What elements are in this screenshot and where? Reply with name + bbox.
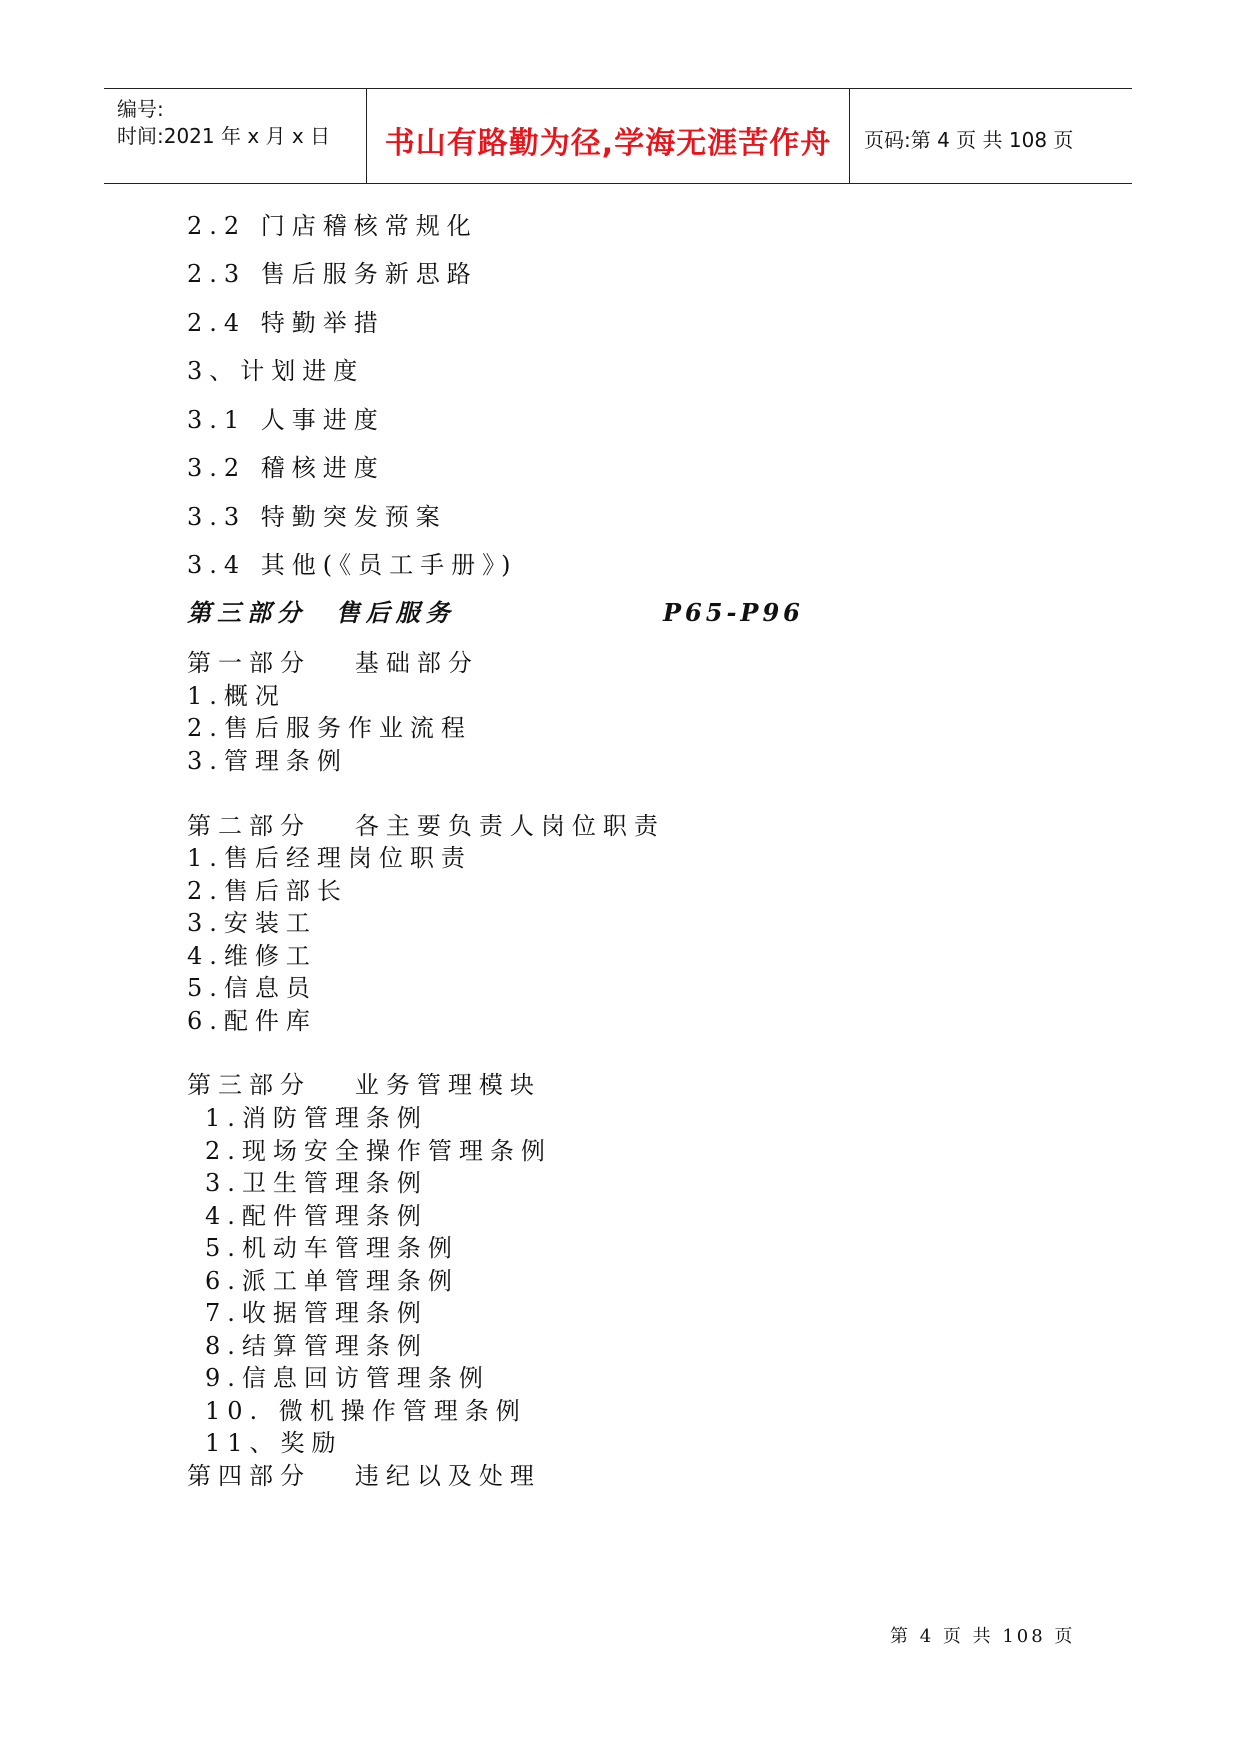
list-item: 2.售后服务作业流程 — [187, 714, 472, 742]
list-item: 11、奖励 — [205, 1429, 343, 1457]
document-time-label: 时间:2021 年 x 月 x 日 — [117, 124, 331, 148]
list-item: 3.安装工 — [187, 909, 317, 937]
list-item: 6.派工单管理条例 — [205, 1267, 459, 1295]
part-title: 第四部分 违纪以及处理 — [187, 1462, 541, 1490]
list-item: 8.结算管理条例 — [205, 1332, 428, 1360]
list-item: 1.概况 — [187, 682, 286, 710]
outline-item: 3.4 其他(《员工手册》) — [187, 551, 518, 579]
list-item: 1.售后经理岗位职责 — [187, 844, 472, 872]
list-item: 3.管理条例 — [187, 747, 348, 775]
page-footer: 第 4 页 共 108 页 — [890, 1626, 1076, 1647]
document-number-label: 编号: — [117, 97, 164, 121]
outline-item: 2.2 门店稽核常规化 — [187, 212, 478, 240]
header-motto-cell — [366, 89, 850, 183]
header-page-info: 页码:第 4 页 共 108 页 — [864, 128, 1074, 152]
outline-item: 2.3 售后服务新思路 — [187, 260, 478, 288]
list-item: 10. 微机操作管理条例 — [205, 1397, 527, 1425]
outline-item: 2.4 特勤举措 — [187, 309, 385, 337]
document-header — [104, 88, 1132, 184]
list-item: 3.卫生管理条例 — [205, 1169, 428, 1197]
list-item: 4.配件管理条例 — [205, 1202, 428, 1230]
header-motto: 书山有路勤为径,学海无涯苦作舟 — [384, 126, 832, 161]
list-item: 6.配件库 — [187, 1007, 317, 1035]
list-item: 9.信息回访管理条例 — [205, 1364, 490, 1392]
list-item: 5.信息员 — [187, 974, 317, 1002]
header-page-cell — [850, 89, 1132, 183]
outline-item: 3.2 稽核进度 — [187, 454, 385, 482]
list-item: 5.机动车管理条例 — [205, 1234, 459, 1262]
part-title: 第三部分 业务管理模块 — [187, 1071, 541, 1099]
header-left-cell — [104, 89, 366, 183]
outline-item: 3.1 人事进度 — [187, 406, 385, 434]
list-item: 2.现场安全操作管理条例 — [205, 1137, 552, 1165]
list-item: 4.维修工 — [187, 942, 317, 970]
outline-item: 3.3 特勤突发预案 — [187, 503, 447, 531]
section-page-range: P65-P96 — [663, 598, 804, 627]
outline-item: 3、计划进度 — [187, 357, 365, 385]
list-item: 1.消防管理条例 — [205, 1104, 428, 1132]
part-title: 第一部分 基础部分 — [187, 649, 479, 677]
list-item: 7.收据管理条例 — [205, 1299, 428, 1327]
part-title: 第二部分 各主要负责人岗位职责 — [187, 812, 665, 840]
list-item: 2.售后部长 — [187, 877, 348, 905]
section-heading: 第三部分 售后服务 — [187, 598, 456, 627]
